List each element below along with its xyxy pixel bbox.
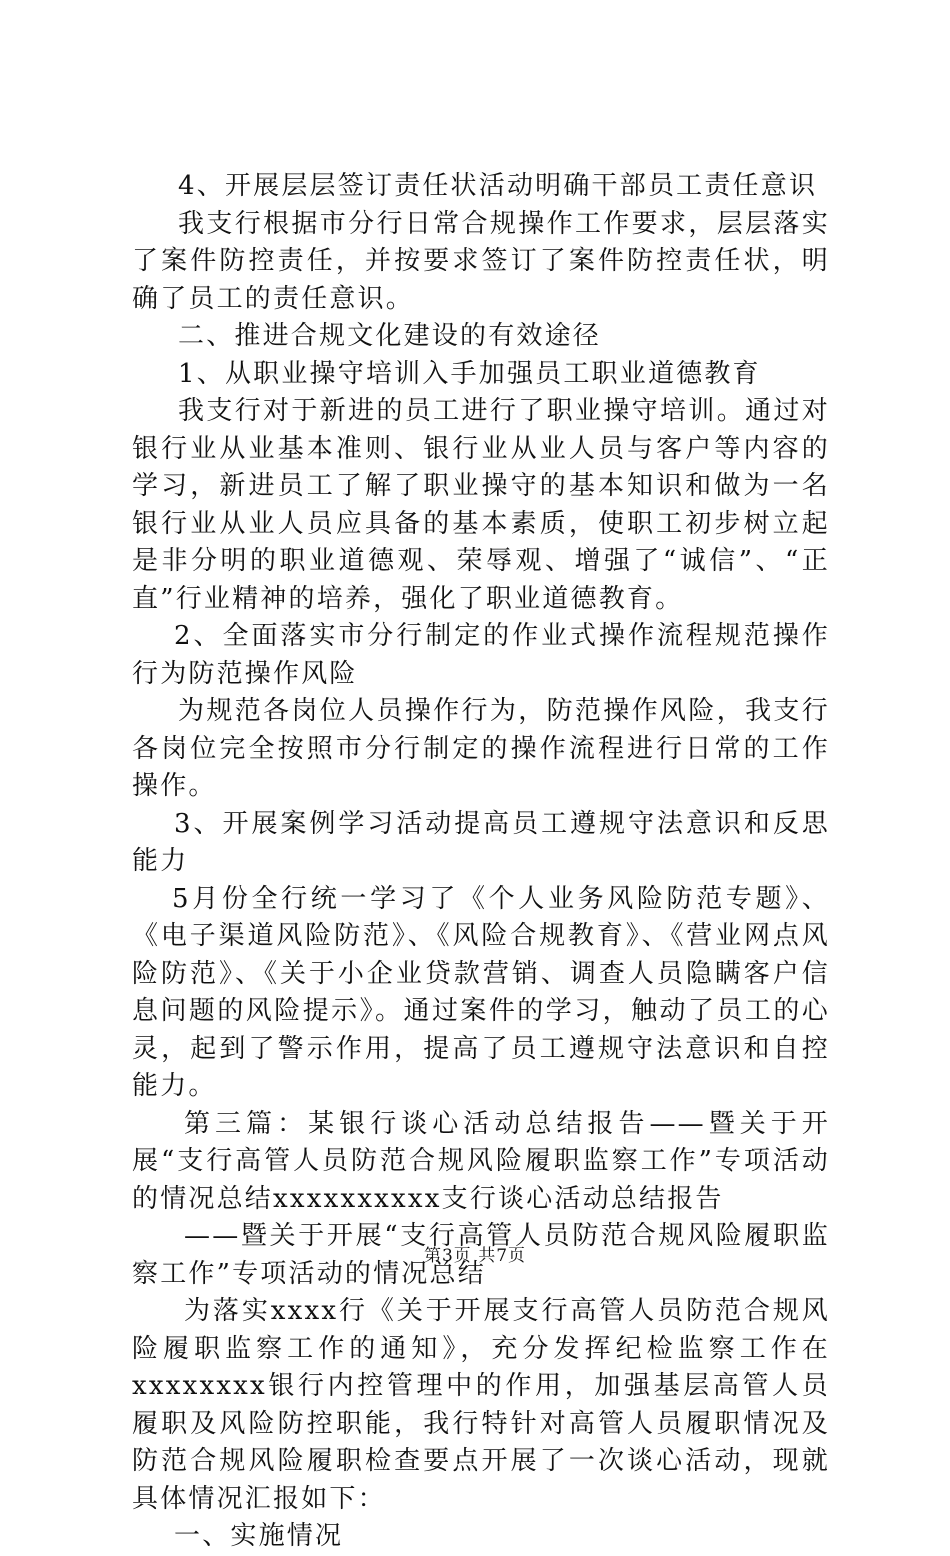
heading-item-3: 3、开展案例学习活动提高员工遵规守法意识和反思能力 [132,808,830,876]
body-paragraph: 我支行根据市分行日常合规操作工作要求，层层落实了案件防控责任，并按要求签订了案件防控责任状，明确了员工的责任意识。 [132,208,830,314]
chapter-title: 第三篇：某银行谈心活动总结报告——暨关于开展“支行高管人员防范合规风险履职监察工作”专项活动的情况总结xxxxxxxxxx支行谈心活动总结报告 [132,1108,830,1214]
heading-item-1: 1、从职业操守培训入手加强员工职业道德教育 [178,358,761,389]
body-paragraph: 为规范各岗位人员操作行为，防范操作风险，我支行各岗位完全按照市分行制定的操作流程进行日常的工作操作。 [132,696,830,801]
body-paragraph: 为落实xxxx行《关于开展支行高管人员防范合规风险履职监察工作的通知》，充分发挥纪检监察工作在xxxxxxxx银行内控管理中的作用，加强基层高管人员履职及风险防控职能，我行特针对高管人员履职情况及防范合规风险履职检查要点开展了一次谈心活动，现就具体情况汇报如下： [132,1296,830,1514]
heading-item-4: 4、开展层层签订责任状活动明确干部员工责任意识 [178,171,818,201]
body-paragraph: 5月份全行统一学习了《个人业务风险防范专题》、《电子渠道风险防范》、《风险合规教育》、《营业网点风险防范》、《关于小企业贷款营销、调查人员隐瞒客户信息问题的风险提示》。通过案件的学习，触动了员工的心灵，起到了警示作用，提高了员工遵规守法意识和自控能力。 [132,883,830,1101]
body-paragraph: 我支行对于新进的员工进行了职业操守培训。通过对银行业从业基本准则、银行业从业人员与客户等内容的学习，新进员工了解了职业操守的基本知识和做为一名银行业从业人员应具备的基本素质，使职工初步树立起是非分明的职业道德观、荣辱观、增强了“诚信”、“正直”行业精神的培养，强化了职业道德教育。 [132,396,830,614]
document-body [132,168,830,1556]
chapter-subtitle: ——暨关于开展“支行高管人员防范合规风险履职监察工作”专项活动的情况总结 [132,1221,830,1289]
section-heading: 二、推进合规文化建设的有效途径 [178,321,602,351]
heading-item-2: 2、全面落实市分行制定的作业式操作流程规范操作行为防范操作风险 [132,621,830,689]
page-footer: 第3页 共7页 [423,1246,527,1266]
section-heading: 一、实施情况 [174,1521,344,1551]
